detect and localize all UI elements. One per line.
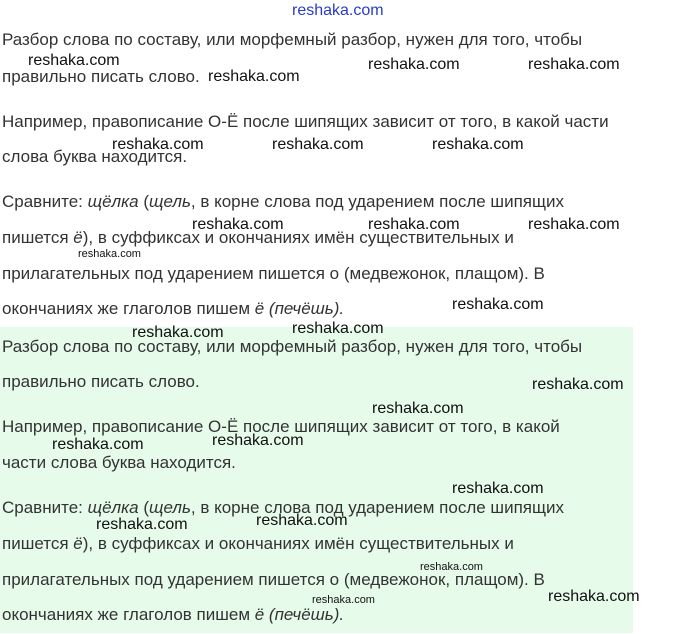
italic-word: ё (печёшь). <box>254 299 345 318</box>
watermark: reshaka.com <box>452 296 544 313</box>
watermark: reshaka.com <box>132 324 224 341</box>
watermark: reshaka.com <box>78 248 141 260</box>
text-run: ( <box>138 192 149 211</box>
text-run: окончаниях же глаголов пишем <box>2 605 255 624</box>
watermark: reshaka.com <box>112 136 204 153</box>
text-run: пишется <box>2 228 74 247</box>
text-run: ), в суффиксах и окончаниях имён существительных и <box>82 534 514 553</box>
watermark: reshaka.com <box>192 216 284 233</box>
italic-word: ё <box>73 534 83 553</box>
watermark: reshaka.com <box>212 432 304 449</box>
watermark: reshaka.com <box>452 480 544 497</box>
italic-word: ё (печёшь). <box>254 605 345 624</box>
text-run: пишется <box>2 534 74 553</box>
text-run: Сравните: <box>2 498 88 517</box>
italic-word: щёлка <box>87 498 139 517</box>
paragraph-line: Например, правописание О-Ё после шипящих зависит от того, в какой <box>2 417 560 436</box>
italic-word: ё <box>73 228 83 247</box>
watermark: reshaka.com <box>528 216 620 233</box>
watermark: reshaka.com <box>96 516 188 533</box>
site-header-link[interactable]: reshaka.com <box>292 2 384 19</box>
watermark: reshaka.com <box>532 376 624 393</box>
paragraph-line: слова буква находится. <box>2 147 188 166</box>
paragraph-line <box>2 192 564 212</box>
italic-word: щель <box>149 192 191 211</box>
text-run: Сравните: <box>2 192 88 211</box>
paragraph-line <box>2 299 344 319</box>
watermark: reshaka.com <box>52 436 144 453</box>
watermark: reshaka.com <box>432 136 524 153</box>
paragraph-line: прилагательных под ударением пишется о (медвежонок, плащом). В <box>2 570 545 589</box>
paragraph-line: правильно писать слово. <box>2 372 200 391</box>
text-run: ( <box>138 498 149 517</box>
paragraph-line: Разбор слова по составу, или морфемный разбор, нужен для того, чтобы <box>2 30 583 49</box>
watermark: reshaka.com <box>420 561 483 573</box>
paragraph-line <box>2 605 344 625</box>
watermark: reshaka.com <box>528 56 620 73</box>
text-run: окончаниях же глаголов пишем <box>2 299 255 318</box>
paragraph-line: прилагательных под ударением пишется о (медвежонок, плащом). В <box>2 264 545 283</box>
paragraph-line: правильно писать слово. <box>2 67 200 86</box>
italic-word: щёлка <box>87 192 139 211</box>
italic-word: щель <box>149 498 191 517</box>
text-run: ), в суффиксах и окончаниях имён существительных и <box>82 228 514 247</box>
paragraph-line: Например, правописание О-Ё после шипящих зависит от того, в какой части <box>2 112 609 131</box>
watermark: reshaka.com <box>548 588 640 605</box>
text-run: , в корне слова под ударением после шипящих <box>190 192 564 211</box>
paragraph-line <box>2 534 514 554</box>
watermark: reshaka.com <box>208 68 300 85</box>
paragraph-line: части слова буква находится. <box>2 453 236 472</box>
watermark: reshaka.com <box>312 594 375 606</box>
watermark: reshaka.com <box>28 52 120 69</box>
watermark: reshaka.com <box>372 400 464 417</box>
watermark: reshaka.com <box>272 136 364 153</box>
watermark: reshaka.com <box>368 56 460 73</box>
watermark: reshaka.com <box>292 320 384 337</box>
paragraph-line: Разбор слова по составу, или морфемный разбор, нужен для того, чтобы <box>2 337 583 356</box>
watermark: reshaka.com <box>256 512 348 529</box>
text-run: , в корне слова под ударением после шипящих <box>190 498 564 517</box>
watermark: reshaka.com <box>368 216 460 233</box>
